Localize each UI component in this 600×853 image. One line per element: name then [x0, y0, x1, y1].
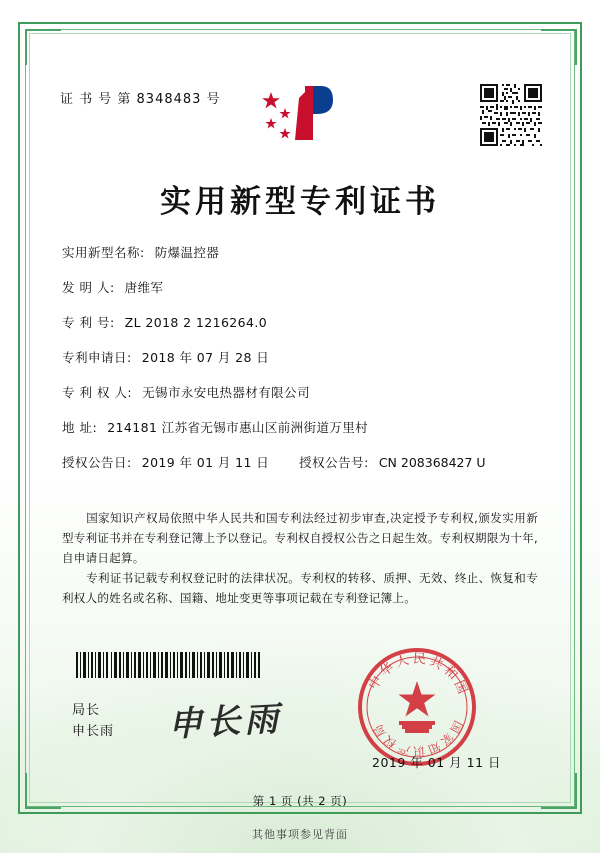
- official-red-seal: [355, 645, 479, 769]
- svg-text:中华人民共和国: 中华人民共和国: [366, 651, 471, 700]
- seal-date: 2019 年 01 月 11 日: [372, 755, 501, 770]
- footnote: 其他事项参见背面: [252, 828, 348, 841]
- barcode: [76, 652, 262, 678]
- legal-paragraph-2-text: 专利证书记载专利权登记时的法律状况。专利权的转移、质押、无效、终止、恢复和专利权人的姓名或名称、国籍、地址变更等事项记载在专利登记簿上。: [62, 571, 538, 605]
- field-row-patent-number: [62, 313, 540, 331]
- director-title: [72, 700, 114, 742]
- page-indicator: 第 1 页 (共 2 页): [252, 794, 348, 808]
- director-title-line1: 局长: [72, 703, 101, 718]
- field-value: 214181 江苏省无锡市惠山区前洲街道万里村: [107, 420, 369, 435]
- field-value: 无锡市永安电热器材有限公司: [142, 385, 310, 400]
- legal-paragraph-1-text: 国家知识产权局依照中华人民共和国专利法经过初步审查,决定授予专利权,颁发实用新型专利证书并在专利登记簿上予以登记。专利权自授权公告之日起生效。专利权期限为十年,自申请日起算。: [62, 511, 538, 565]
- field-label: 专利申请日:: [62, 350, 132, 365]
- field-label: 专 利 号:: [62, 315, 115, 330]
- patent-field-list: [62, 243, 540, 488]
- cnipa-logo-icon: [255, 82, 345, 144]
- field-value-secondary: CN 208368427 U: [378, 455, 486, 470]
- field-label: 授权公告日:: [62, 455, 132, 470]
- field-row-address: [62, 418, 540, 436]
- corner-ornament-top-right: [541, 29, 577, 65]
- field-row-utility-model-name: [62, 243, 540, 261]
- legal-paragraph-1: [62, 508, 538, 568]
- director-title-line2: 申长雨: [72, 724, 115, 739]
- field-label: 专 利 权 人:: [62, 385, 133, 400]
- field-row-grant-announcement: [62, 453, 540, 471]
- field-value: 2018 年 07 月 28 日: [141, 350, 270, 365]
- field-label-secondary: 授权公告号:: [299, 455, 369, 470]
- director-handwritten-signature: 申长雨: [167, 699, 284, 745]
- field-value: 2019 年 01 月 11 日: [141, 455, 270, 470]
- legal-paragraph-2: [62, 568, 538, 608]
- svg-text:国家知识产权局: 国家知识产权局: [369, 718, 466, 759]
- field-row-inventor: [62, 278, 540, 296]
- page-title: 实用新型专利证书: [160, 184, 440, 220]
- certificate-number: 证 书 号 第 8348483 号: [60, 92, 221, 107]
- field-label: 地 址:: [62, 420, 98, 435]
- field-label: 发 明 人:: [62, 280, 115, 295]
- field-value: 唐维军: [124, 280, 164, 295]
- corner-ornament-top-left: [25, 29, 61, 65]
- field-row-patentee: [62, 383, 540, 401]
- field-value: 防爆温控器: [154, 245, 220, 260]
- field-row-application-date: [62, 348, 540, 366]
- field-label: 实用新型名称:: [62, 245, 145, 260]
- field-value: ZL 2018 2 1216264.0: [124, 315, 268, 330]
- qr-code-icon: [480, 84, 542, 146]
